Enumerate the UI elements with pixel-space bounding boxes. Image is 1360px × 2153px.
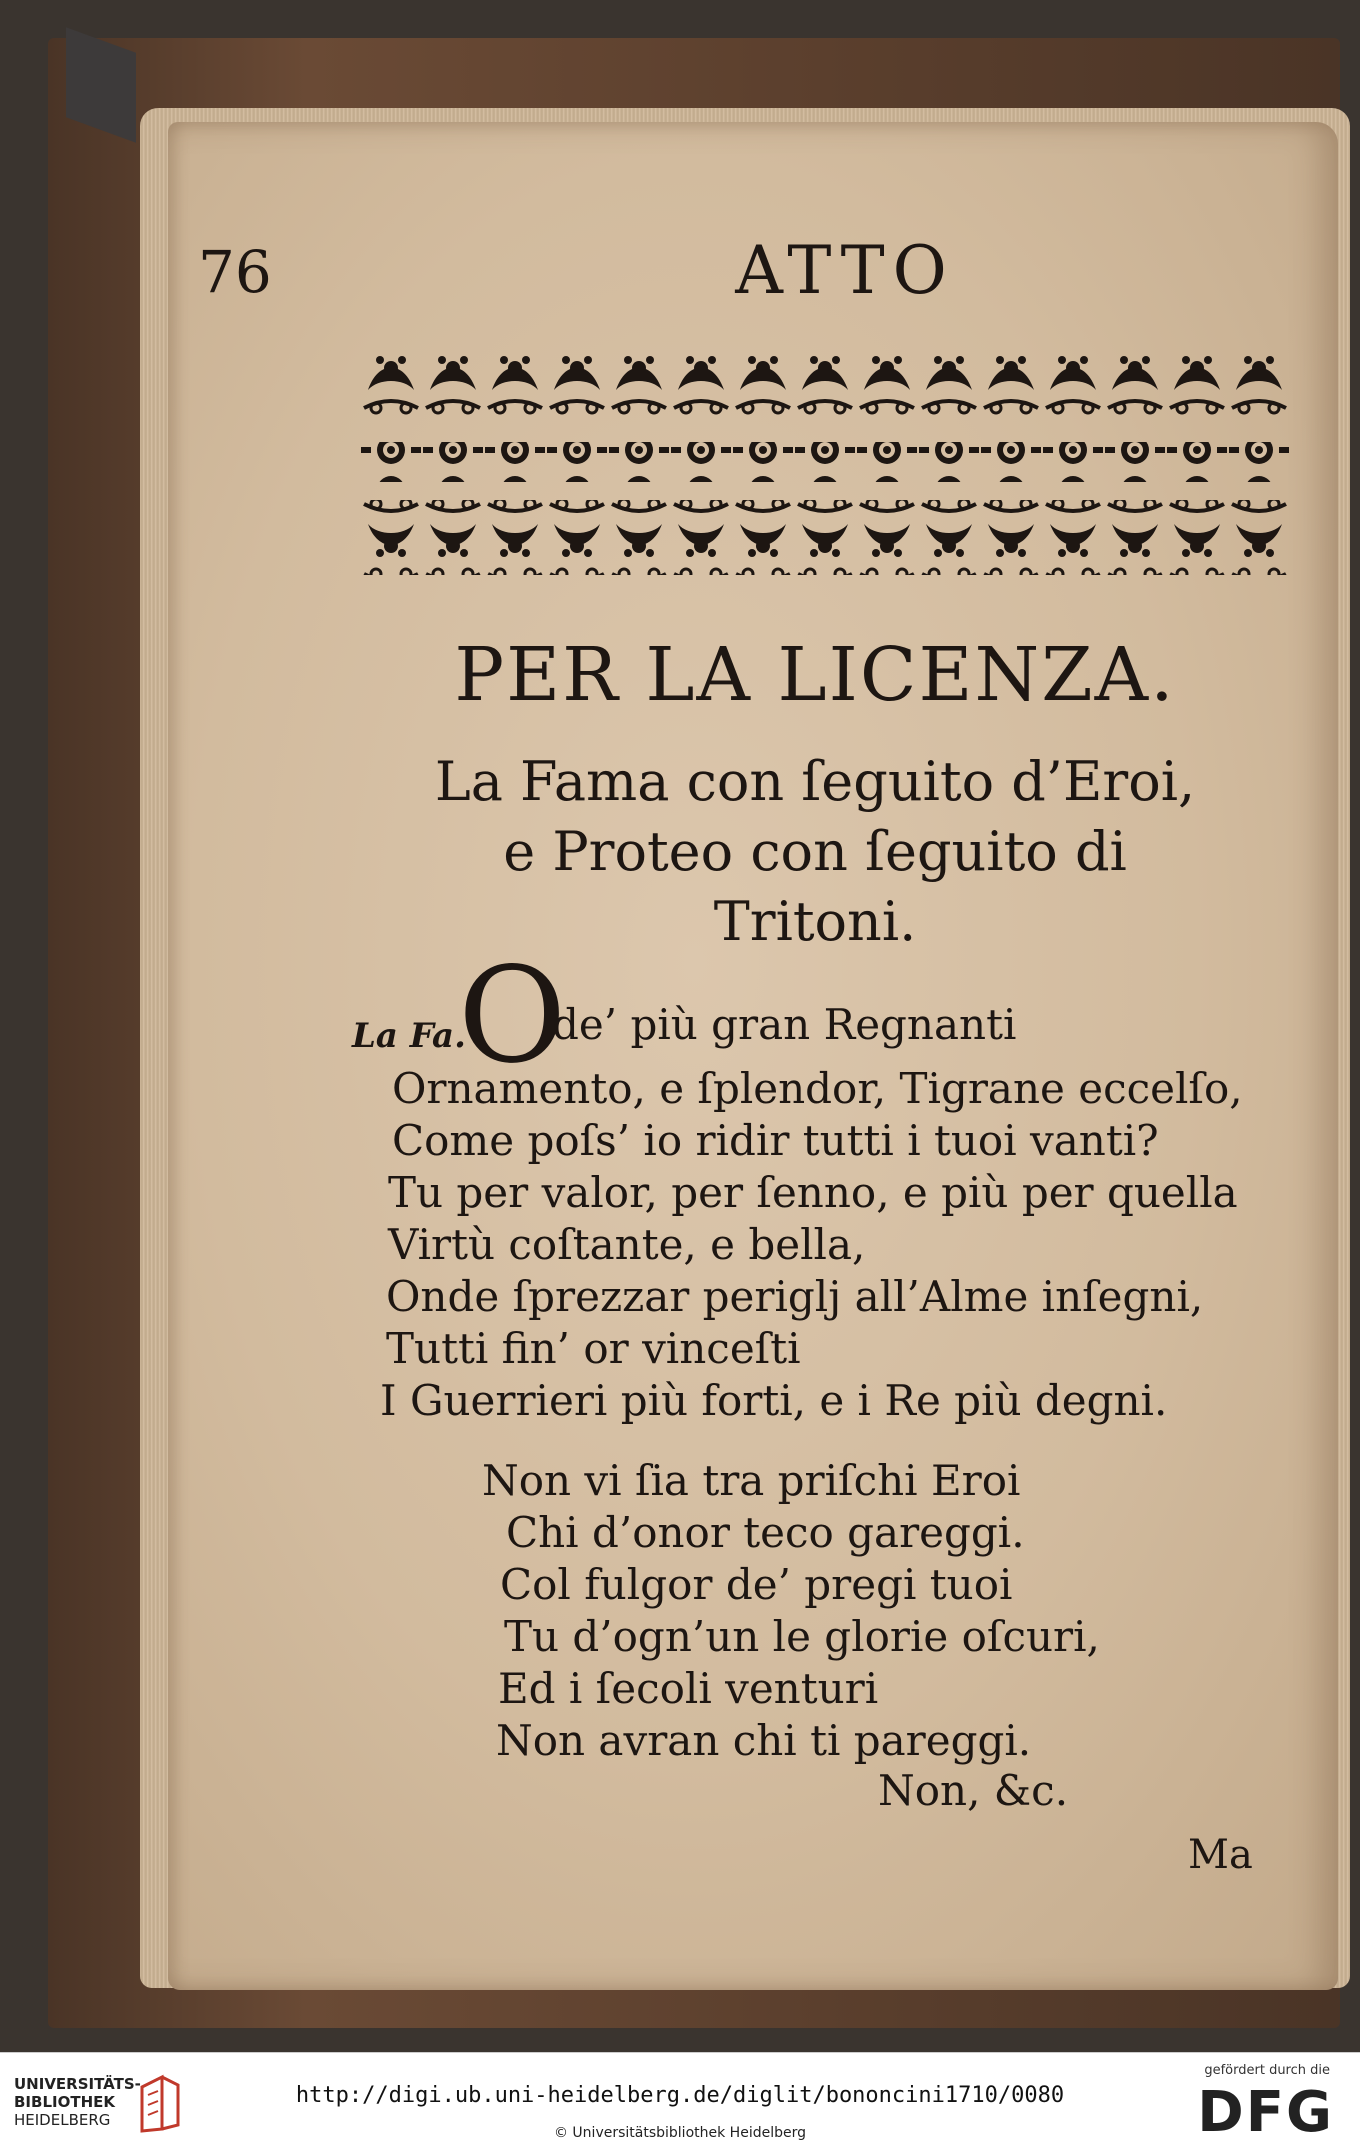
- verse-line: Col fulgor de’ pregi tuoi: [500, 1560, 1013, 1609]
- verse-line: Ornamento, e ſplendor, Tigrane eccelſo,: [392, 1064, 1243, 1113]
- verse-line: Tutti fin’ or vinceſti: [386, 1324, 801, 1373]
- verse-line: Tu per valor, per ſenno, e più per quella: [388, 1168, 1238, 1217]
- catchword: Ma: [1188, 1832, 1253, 1878]
- source-url[interactable]: http://digi.ub.uni-heidelberg.de/diglit/bononcini1710/0080: [295, 2083, 1065, 2108]
- subtitle-line-3: Tritoni.: [713, 890, 917, 953]
- verse-line: Chi d’onor teco gareggi.: [506, 1508, 1025, 1557]
- library-line-3: HEIDELBERG: [14, 2111, 111, 2129]
- library-line-1: UNIVERSITÄTS-: [14, 2075, 141, 2093]
- verse-line: Non vi ſia tra priſchi Eroi: [482, 1456, 1021, 1505]
- section-title: PER LA LICENZA.: [454, 632, 1176, 718]
- page-number: 76: [198, 238, 272, 306]
- verse-line: Onde ſprezzar periglj all’Alme inſegni,: [386, 1272, 1204, 1321]
- subtitle-line-2: e Proteo con ſeguito di: [503, 820, 1127, 883]
- copyright-notice: © Universitätsbibliothek Heidelberg: [553, 2125, 806, 2141]
- drop-initial: O: [458, 939, 567, 1093]
- subtitle-line-1: La Fama con ſeguito d’Eroi,: [434, 750, 1196, 813]
- verse-line: Non avran chi ti pareggi.: [496, 1716, 1032, 1765]
- speaker-label: La Fa.: [352, 1016, 466, 1056]
- ornament-band: [360, 350, 1290, 575]
- running-head: ATTO: [735, 232, 955, 309]
- verse-line: Ed i ſecoli venturi: [498, 1664, 879, 1713]
- dfg-logo: DFG: [1197, 2080, 1334, 2145]
- verse-line: Tu d’ogn’un le glorie oſcuri,: [504, 1612, 1100, 1661]
- ornament-band-graphic: [360, 350, 1290, 575]
- verse-line: Come poſs’ io ridir tutti i tuoi vanti?: [392, 1116, 1159, 1165]
- funding-label: gefördert durch die: [1204, 2063, 1330, 2078]
- verse-line: Virtù coſtante, e bella,: [388, 1220, 866, 1269]
- refrain: Non, &c.: [878, 1766, 1069, 1815]
- verse-line: I Guerrieri più forti, e i Re più degni.: [380, 1376, 1168, 1425]
- verse-line: de’ più gran Regnanti: [552, 1000, 1017, 1049]
- footer-bar: [0, 2052, 1360, 2153]
- library-line-2: BIBLIOTHEK: [14, 2093, 115, 2111]
